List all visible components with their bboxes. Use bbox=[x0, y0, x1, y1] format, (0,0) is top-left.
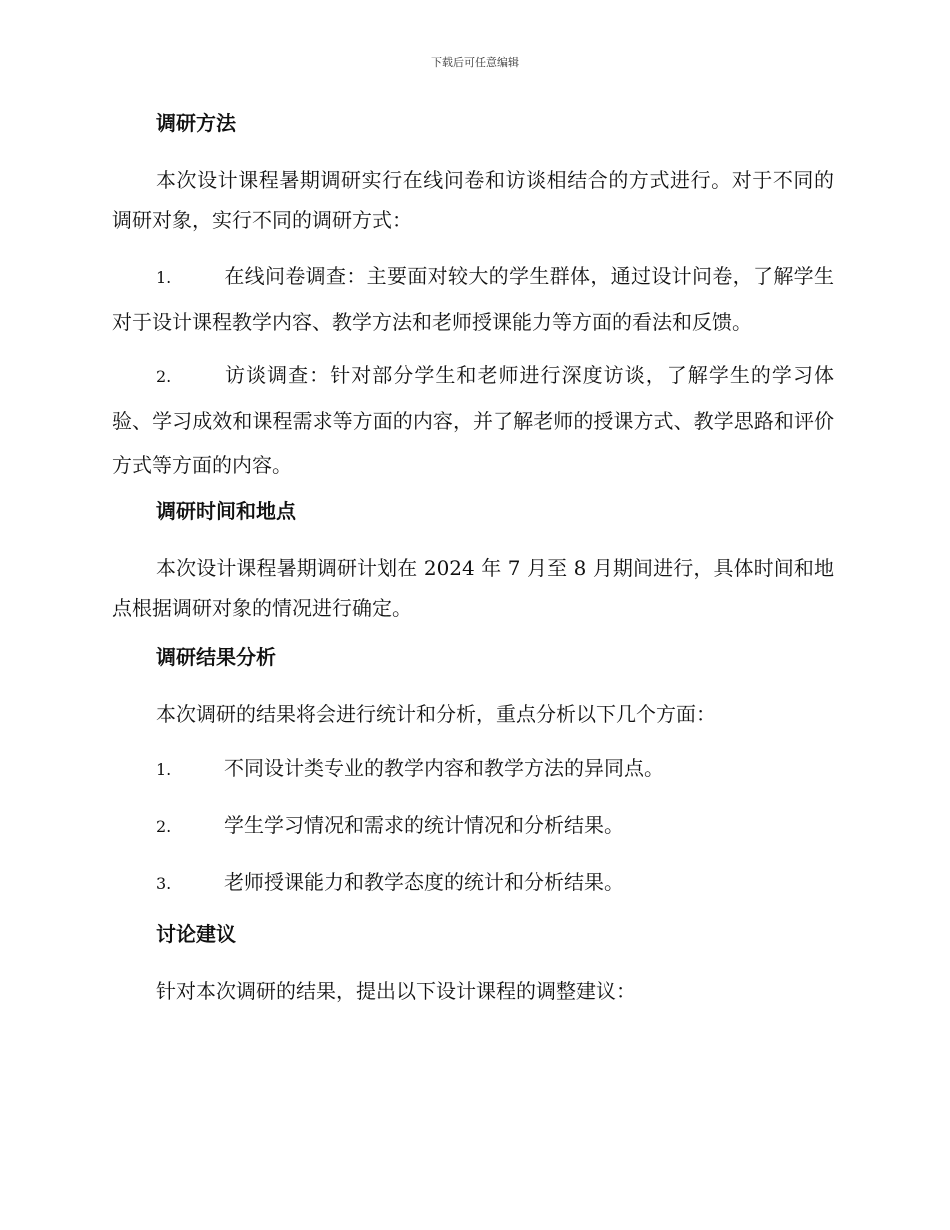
list-text: 老师授课能力和教学态度的统计和分析结果。 bbox=[224, 870, 624, 894]
list-number: 1. bbox=[156, 760, 172, 779]
paragraph-time: 本次设计课程暑期调研计划在 2024 年 7 月至 8 月期间进行，具体时间和地点根据调研对象的情况进行确定。 bbox=[112, 556, 834, 620]
document-body bbox=[112, 108, 834, 1025]
section-heading-suggestions: 讨论建议 bbox=[156, 922, 236, 946]
list-item-results-3 bbox=[112, 862, 834, 904]
list-item-results-1 bbox=[112, 748, 834, 790]
list-text: 在线问卷调查：主要面对较大的学生群体，通过设计问卷，了解学生对于设计课程教学内容、教学方法和老师授课能力等方面的看法和反馈。 bbox=[112, 264, 834, 334]
list-item-method-1 bbox=[112, 254, 834, 344]
paragraph-method-intro: 本次设计课程暑期调研实行在线问卷和访谈相结合的方式进行。对于不同的调研对象，实行不同的调研方式： bbox=[112, 168, 834, 232]
paragraph-suggestions-intro: 针对本次调研的结果，提出以下设计课程的调整建议： bbox=[156, 979, 636, 1003]
section-heading-results: 调研结果分析 bbox=[156, 645, 276, 669]
section-heading-method: 调研方法 bbox=[156, 111, 236, 135]
list-number: 3. bbox=[156, 874, 172, 893]
list-text: 学生学习情况和需求的统计情况和分析结果。 bbox=[224, 813, 624, 837]
list-number: 2. bbox=[156, 367, 172, 386]
list-item-method-2 bbox=[112, 353, 834, 487]
section-heading-time: 调研时间和地点 bbox=[156, 499, 296, 523]
list-number: 1. bbox=[156, 268, 172, 287]
list-number: 2. bbox=[156, 817, 172, 836]
list-text: 访谈调查：针对部分学生和老师进行深度访谈，了解学生的学习体验、学习成效和课程需求等方面的内容，并了解老师的授课方式、教学思路和评价方式等方面的内容。 bbox=[112, 363, 834, 477]
list-item-results-2 bbox=[112, 805, 834, 847]
page-header: 下载后可任意编辑 bbox=[431, 56, 519, 69]
list-text: 不同设计类专业的教学内容和教学方法的异同点。 bbox=[224, 756, 664, 780]
paragraph-results-intro: 本次调研的结果将会进行统计和分析，重点分析以下几个方面： bbox=[156, 702, 716, 726]
